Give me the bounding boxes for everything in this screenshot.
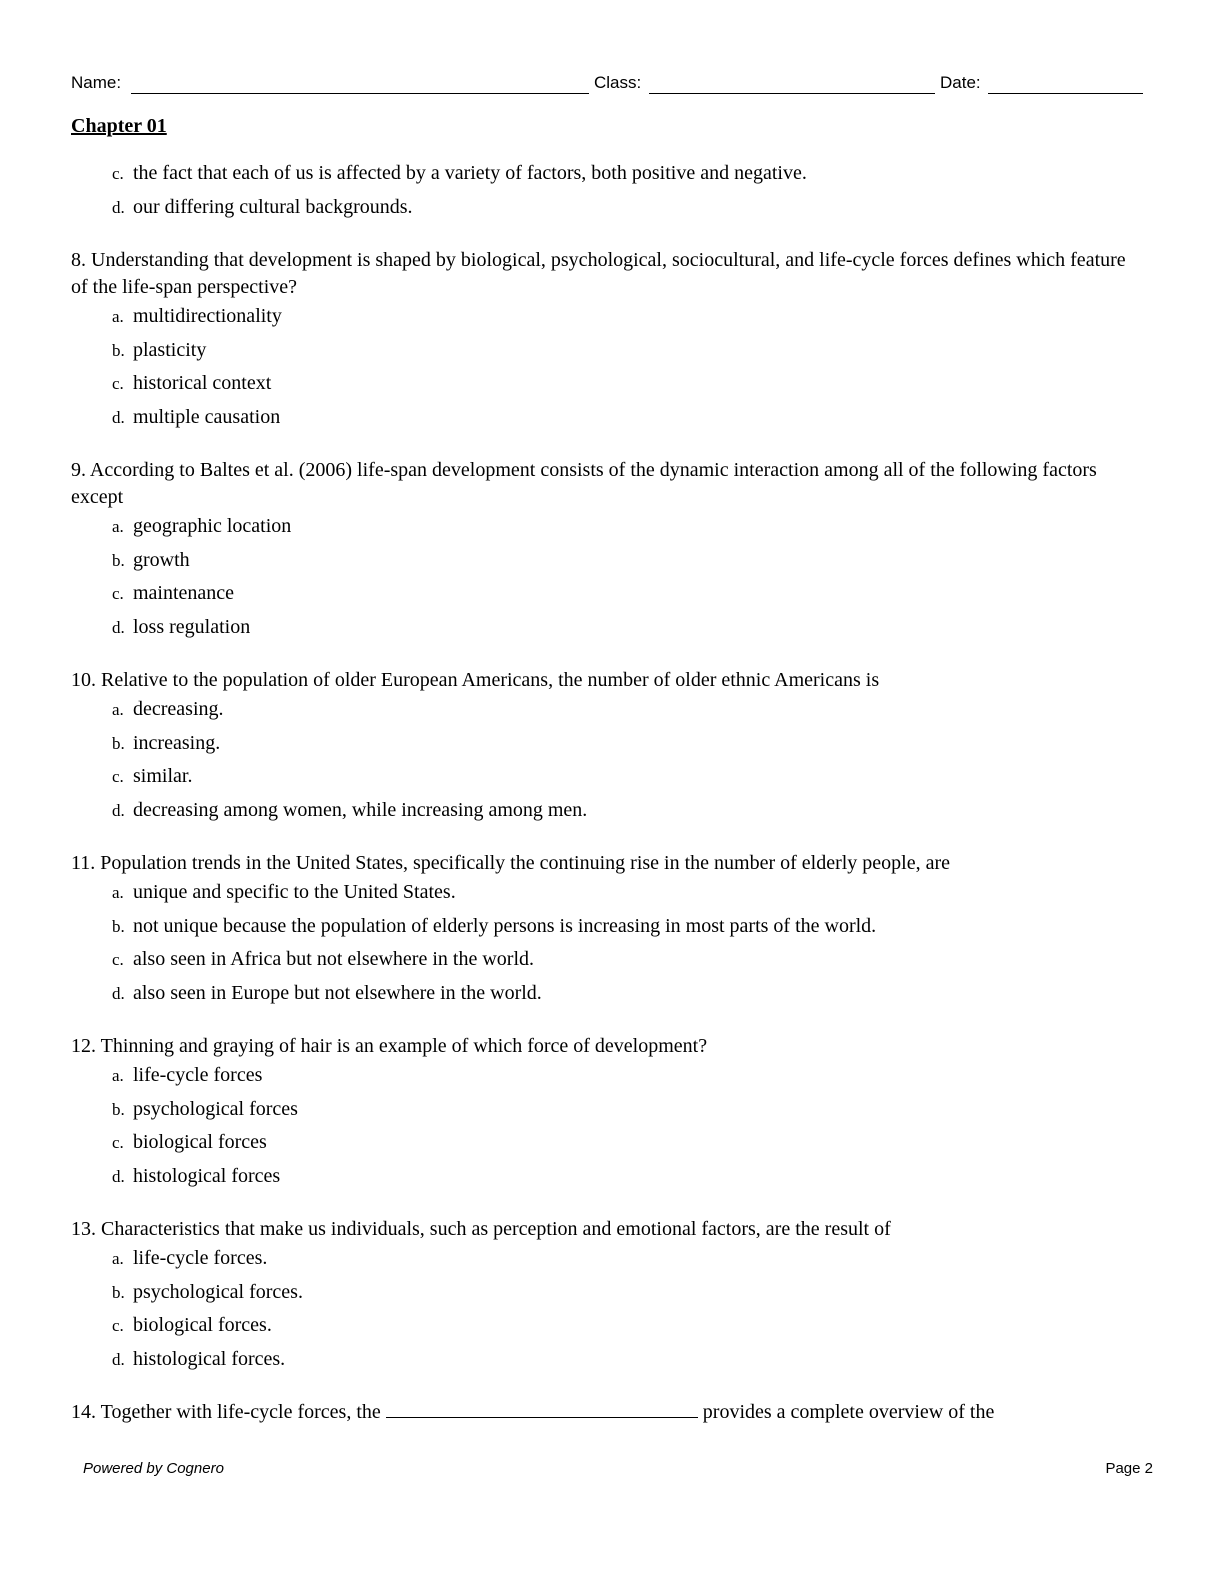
option-row [71,1245,1146,1279]
option-text: decreasing. [133,698,224,720]
option-text: the fact that each of us is affected by a variety of factors, both positive and negative. [133,162,807,184]
option-letter: c. [112,164,124,183]
option-letter: a. [112,883,124,902]
fill-in-blank [386,1399,698,1418]
option-letter: c. [112,1133,124,1152]
option-text: histological forces [133,1164,281,1187]
page-number: Page 2 [1105,1460,1153,1477]
option-row [71,1163,1146,1197]
option-letter: d. [112,197,125,217]
option-letter: a. [112,1249,124,1268]
page-footer [83,1460,1153,1480]
name-line [131,93,589,94]
question-14 [71,1399,1146,1426]
option-letter: a. [112,517,124,536]
class-label: Class: [594,73,642,92]
option-text: biological forces. [133,1314,272,1336]
option-row [71,303,1146,337]
option-letter: a. [112,1066,124,1085]
question-list [71,160,1146,1428]
option-letter: a. [112,307,124,326]
class-field [594,72,936,96]
date-line [988,93,1143,94]
option-row [71,614,1146,648]
option-text: increasing. [133,731,221,754]
option-text: decreasing among women, while increasing among men. [133,798,588,821]
option-row [71,1129,1146,1163]
option-letter: c. [112,950,124,969]
option-row [71,763,1146,797]
option-text: plasticity [133,338,207,361]
question-stem [71,1399,1146,1426]
option-text: psychological forces. [133,1280,303,1303]
option-letter: b. [112,1099,125,1119]
stem-after-blank: provides a complete overview of the [702,1401,995,1423]
option-row [71,797,1146,831]
option-row [71,696,1146,730]
question-8 [71,247,1146,437]
option-letter: d. [112,1166,125,1186]
question-stem: 13. Characteristics that make us individuals, such as perception and emotional factors, are the result of [71,1218,891,1240]
option-text: multidirectionality [133,305,282,327]
option-text: our differing cultural backgrounds. [133,195,413,218]
question-stem: 12. Thinning and graying of hair is an example of which force of development? [71,1035,708,1057]
question-12 [71,1033,1146,1196]
option-row [71,1062,1146,1096]
student-info-header [71,72,1143,96]
option-row [71,879,1146,913]
stem-before-blank: 14. Together with life-cycle forces, the [71,1401,381,1423]
option-row [71,194,1146,228]
question-10 [71,667,1146,830]
option-letter: b. [112,340,125,360]
question-13 [71,1216,1146,1379]
option-text: maintenance [133,582,235,604]
option-letter: b. [112,1282,125,1302]
date-label: Date: [940,73,981,92]
option-text: not unique because the population of elderly persons is increasing in most parts of the world. [133,914,877,937]
chapter-title: Chapter 01 [71,115,167,137]
option-letter: c. [112,374,124,393]
option-row [71,547,1146,581]
option-row [71,580,1146,614]
question-7-continued [71,160,1146,227]
question-9 [71,457,1146,647]
date-field [940,72,1143,96]
option-letter: b. [112,733,125,753]
option-text: geographic location [133,515,292,537]
option-letter: b. [112,916,125,936]
option-letter: d. [112,407,125,427]
option-text: psychological forces [133,1097,298,1120]
question-stem: 11. Population trends in the United States, specifically the continuing rise in the number of elderly people, are [71,852,951,874]
powered-by-text: Powered by Cognero [83,1460,224,1477]
name-label: Name: [71,73,122,92]
option-text: loss regulation [133,615,251,638]
question-stem: 10. Relative to the population of older European Americans, the number of older ethnic Americans is [71,669,880,691]
question-11 [71,850,1146,1013]
option-row [71,1279,1146,1313]
option-row [71,337,1146,371]
option-text: life-cycle forces [133,1064,263,1086]
question-stem: 9. According to Baltes et al. (2006) life-span development consists of the dynamic interaction among all of the following factors except [71,459,1097,508]
option-row [71,1096,1146,1130]
option-text: multiple causation [133,405,281,428]
option-text: histological forces. [133,1347,286,1370]
option-text: growth [133,548,190,571]
option-row [71,730,1146,764]
option-row [71,513,1146,547]
option-letter: c. [112,584,124,603]
option-letter: d. [112,983,125,1003]
option-letter: b. [112,550,125,570]
option-letter: a. [112,700,124,719]
option-letter: d. [112,617,125,637]
option-row [71,1312,1146,1346]
option-text: life-cycle forces. [133,1247,268,1269]
option-row [71,404,1146,438]
class-line [649,93,935,94]
option-row [71,980,1146,1014]
option-row [71,1346,1146,1380]
option-letter: c. [112,1316,124,1335]
option-row [71,913,1146,947]
question-stem: 8. Understanding that development is shaped by biological, psychological, sociocultural, and life-cycle forces defines which feature of the life-span perspective? [71,249,1126,298]
option-row [71,946,1146,980]
option-letter: d. [112,1349,125,1369]
option-letter: c. [112,767,124,786]
option-text: historical context [133,372,272,394]
option-text: also seen in Africa but not elsewhere in the world. [133,948,534,970]
option-text: biological forces [133,1131,267,1153]
option-row [71,160,1146,194]
option-text: also seen in Europe but not elsewhere in the world. [133,981,542,1004]
option-text: similar. [133,765,193,787]
name-field [71,72,590,96]
option-row [71,370,1146,404]
option-letter: d. [112,800,125,820]
option-text: unique and specific to the United States. [133,881,456,903]
